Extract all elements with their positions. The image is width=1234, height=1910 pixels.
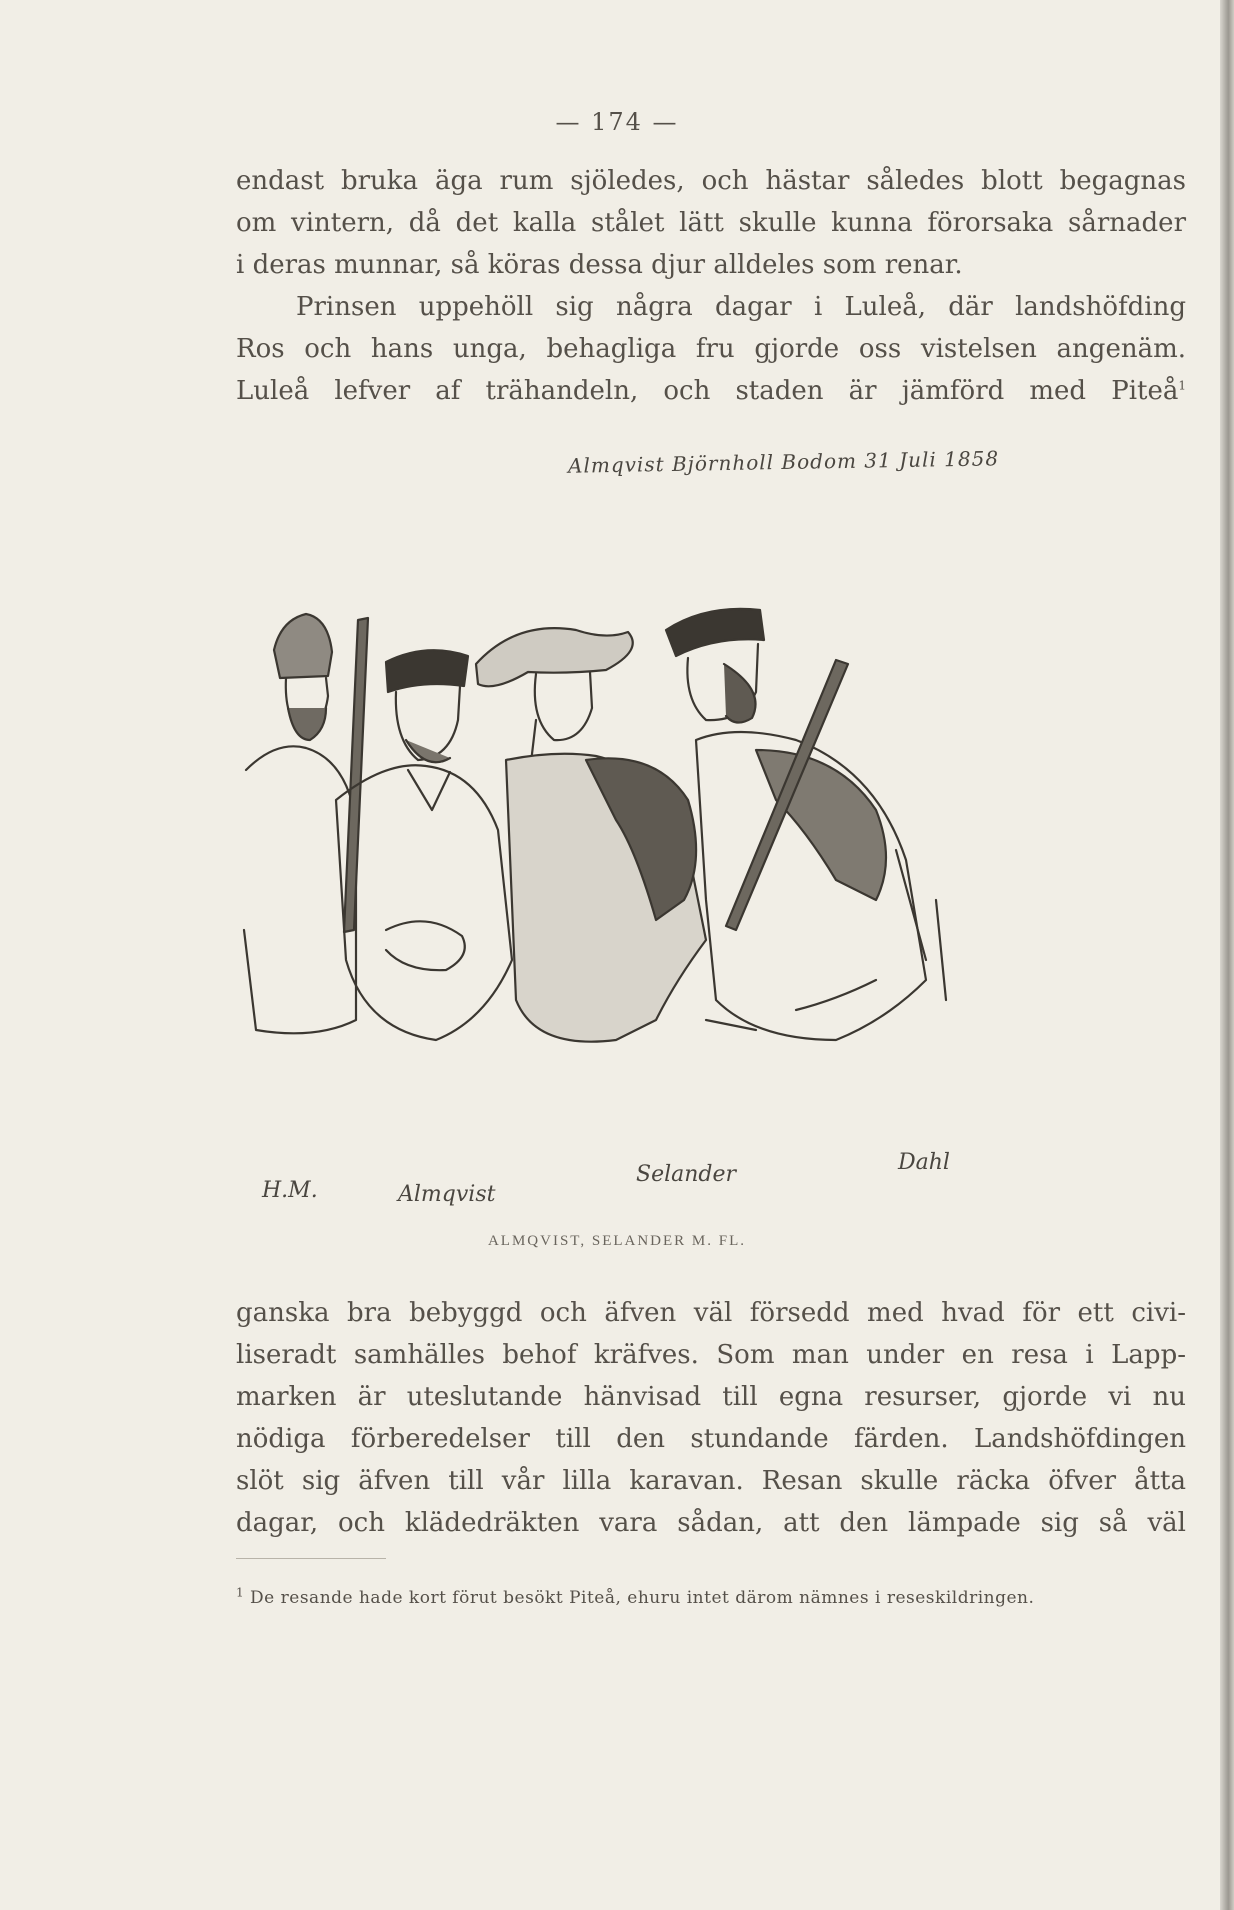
handwritten-dedication (568, 446, 999, 478)
footnote (236, 1585, 1186, 1608)
illustration-caption: ALMQVIST, SELANDER M. FL. (487, 1233, 747, 1249)
figure-four-beard (724, 664, 756, 723)
text-line: i deras munnar, så köras dessa djur alldeles som renar. (236, 250, 963, 280)
figure-left-beard (288, 708, 326, 740)
text-line: Prinsen uppehöll sig några dagar i Luleå, där landshöfding (296, 292, 1186, 322)
footnote-rule (236, 1558, 386, 1559)
text-line: ganska bra bebyggd och äfven väl försedd med hvad för ett civi- (236, 1298, 1186, 1328)
footnote-number: 1 (236, 1585, 245, 1600)
signature-almqvist: Almqvist (398, 1182, 496, 1207)
page-edge (1220, 0, 1234, 1910)
figure-two-cap (386, 650, 468, 692)
figure-left-body (244, 746, 356, 1033)
text-line: marken är uteslutande hänvisad till egna resurser, gjorde vi nu (236, 1382, 1186, 1412)
dedication-text: Almqvist Björnholl Bodom 31 Juli 1858 (567, 446, 1000, 478)
text-line: nödiga förberedelser till den stundande färden. Landshöfdingen (236, 1424, 1186, 1454)
ground-lines (706, 850, 946, 1030)
figure-three-hat (476, 628, 633, 686)
figure-two-beard (406, 740, 450, 762)
figure-two-hands (386, 921, 465, 970)
rifle-left (344, 618, 368, 932)
figure-two-collar (408, 770, 450, 810)
figure-two-face (396, 686, 460, 760)
footnote-marker: 1 (1178, 378, 1186, 393)
sketch-illustration (236, 600, 1176, 1160)
paragraph-bottom (236, 1292, 1186, 1544)
text-line: dagar, och klädedräkten vara sådan, att den lämpade sig så väl (236, 1508, 1186, 1538)
paragraph-top (236, 160, 1186, 412)
footnote-text: De resande hade kort förut besökt Piteå, ehuru intet därom nämnes i reseskildringen. (250, 1588, 1035, 1608)
signature-selander: Selander (636, 1162, 737, 1187)
figure-four-cap (666, 609, 764, 656)
text-line: Ros och hans unga, behagliga fru gjorde oss vistelsen angenäm. (236, 334, 1186, 364)
text-line: om vintern, då det kalla stålet lätt skulle kunna förorsaka sårnader (236, 208, 1186, 238)
text-line (236, 370, 1186, 412)
signature-dahl: Dahl (898, 1150, 950, 1175)
text-line: slöt sig äfven till vår lilla karavan. Resan skulle räcka öfver åtta (236, 1466, 1186, 1496)
text-line-content: Luleå lefver af trähandeln, och staden är jämförd med Piteå (236, 376, 1179, 406)
figure-three-face (535, 672, 592, 740)
signature-hm: H.M. (262, 1178, 318, 1203)
text-line: liseradt samhälles behof kräfves. Som man under en resa i Lapp- (236, 1340, 1186, 1370)
page-number: — 174 — (555, 108, 679, 136)
text-line: endast bruka äga rum sjöledes, och hästar således blott begagnas (236, 166, 1186, 196)
figure-left-hat (274, 614, 332, 678)
figure-two-body (336, 765, 512, 1040)
